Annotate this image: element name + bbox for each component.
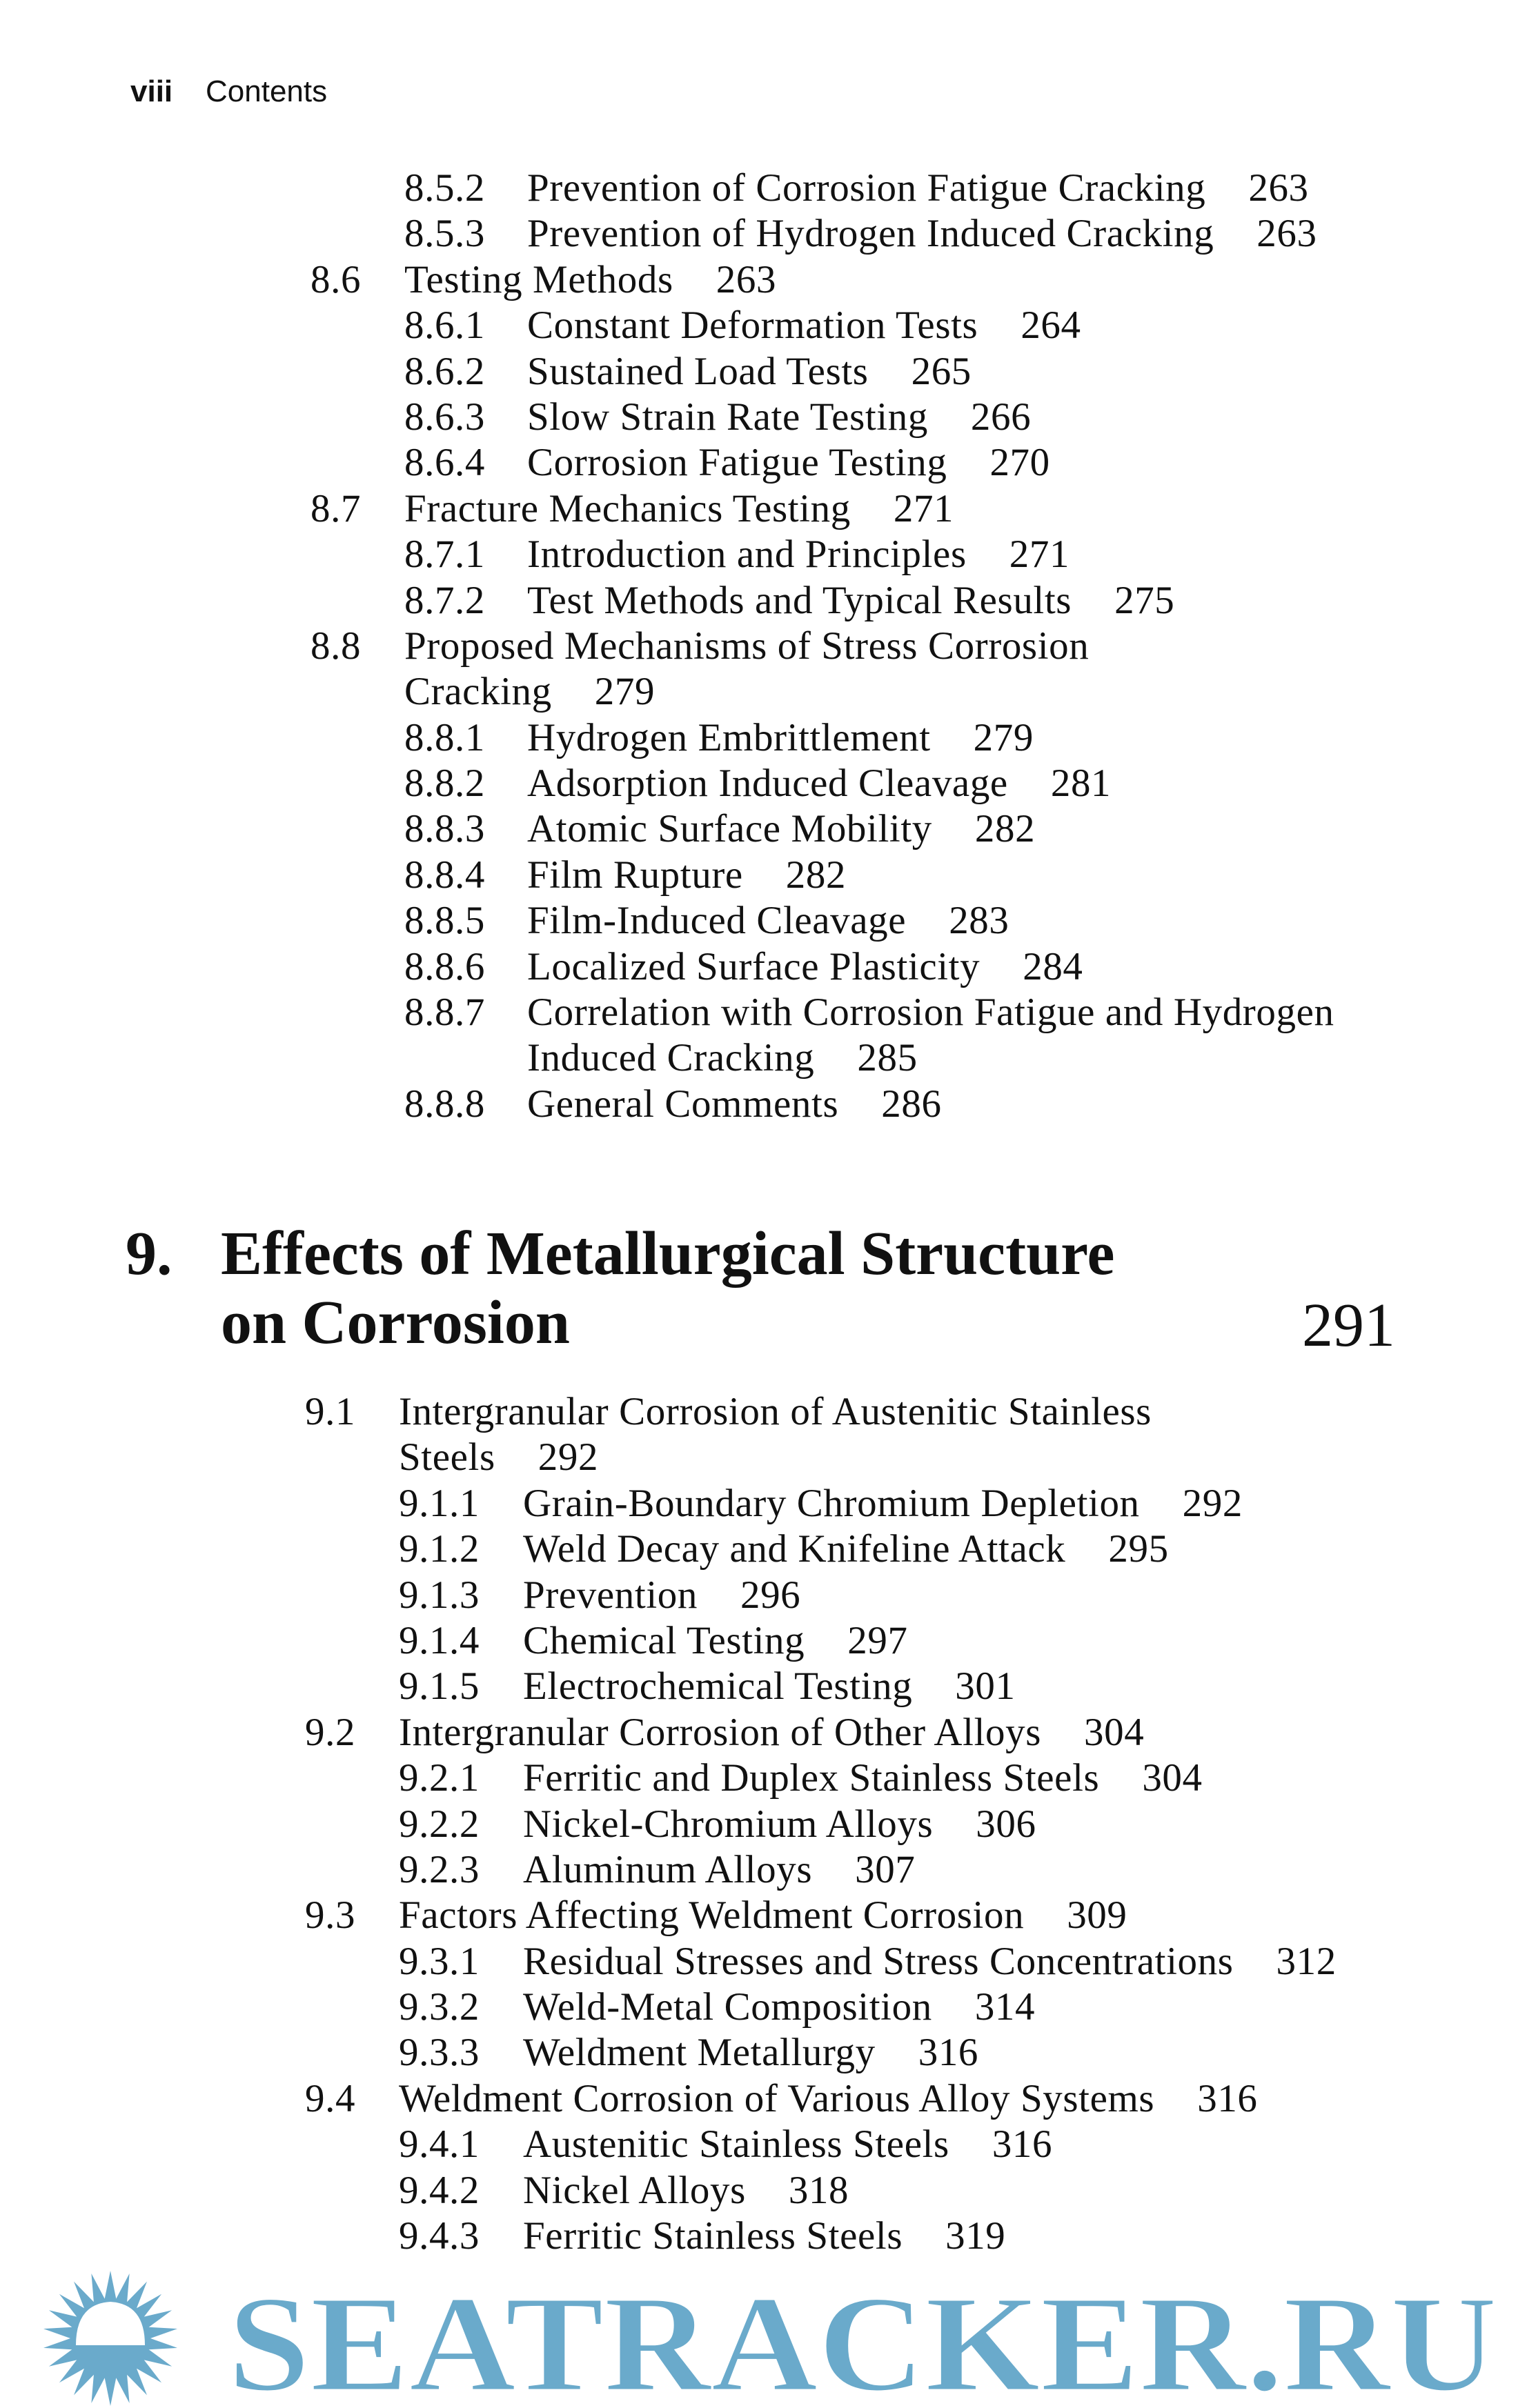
toc-entry-number: 8.6.3 <box>404 395 485 439</box>
toc-entry-title: Electrochemical Testing <box>523 1664 913 1709</box>
toc-entry-number: 9.1 <box>305 1390 356 1433</box>
toc-entry-title: Proposed Mechanisms of Stress Corrosion <box>404 624 1090 668</box>
toc-entry-number: 8.8.1 <box>404 715 485 759</box>
toc-entry-number: 8.5.2 <box>404 166 485 210</box>
toc-entry-page: 284 <box>1023 944 1083 988</box>
toc-entry-number: 9.3.3 <box>399 2031 480 2075</box>
toc-entry-page: 263 <box>1256 212 1317 256</box>
toc-entry-number: 8.5.3 <box>404 212 485 256</box>
toc-entry-page: 263 <box>716 257 777 301</box>
toc-entry <box>0 1802 1518 1847</box>
toc-entry-number: 9.3.1 <box>399 1939 480 1983</box>
toc-entry-number: 9.4.1 <box>399 2122 480 2167</box>
toc-entry-number: 8.8.3 <box>404 807 485 851</box>
chapter-title-line-2: on Corrosion <box>221 1288 570 1357</box>
toc-entry-page: 271 <box>893 486 954 530</box>
toc-entry-title: Weld Decay and Knifeline Attack <box>523 1527 1066 1571</box>
toc-entry <box>0 715 1518 761</box>
running-header-title: Contents <box>206 74 328 108</box>
toc-entry <box>0 853 1518 898</box>
toc-entry-number: 8.8.5 <box>404 899 485 943</box>
toc-entry-page: 295 <box>1108 1527 1169 1571</box>
toc-entry-title: Hydrogen Embrittlement <box>527 715 931 759</box>
chapter-title-line-1: Effects of Metallurgical Structure <box>221 1220 1115 1288</box>
toc-entry-page: 285 <box>857 1036 918 1080</box>
toc-entry-number: 8.6 <box>310 257 362 301</box>
toc-entry <box>0 395 1518 440</box>
toc-entry-page: 263 <box>1248 166 1309 210</box>
toc-entry-page: 316 <box>918 2031 979 2075</box>
toc-entry-page: 281 <box>1050 762 1112 806</box>
toc-entry-page: 297 <box>847 1618 908 1662</box>
toc-entry <box>0 303 1518 348</box>
toc-entry-number: 9.4.2 <box>399 2168 480 2212</box>
toc-entry <box>0 211 1518 257</box>
toc-entry-title: Prevention <box>523 1573 698 1617</box>
toc-entry-number: 9.2.1 <box>399 1756 480 1800</box>
toc-entry-continuation <box>0 669 1518 715</box>
toc-entry-title: Film Rupture <box>527 853 743 897</box>
toc-entry-title: Cracking <box>404 670 552 714</box>
toc-entry-page: 304 <box>1142 1756 1203 1800</box>
toc-entry-title: Test Methods and Typical Results <box>527 578 1072 622</box>
toc-chapter-9-entries <box>0 1389 1518 2259</box>
toc-entry-page: 296 <box>740 1573 801 1617</box>
toc-entry-number: 9.1.1 <box>399 1481 480 1525</box>
toc-entry <box>0 532 1518 577</box>
toc-entry-title: Adsorption Induced Cleavage <box>527 762 1008 806</box>
toc-entry <box>0 2076 1518 2122</box>
toc-entry-title: Residual Stresses and Stress Concentrations <box>523 1939 1234 1983</box>
toc-entry-page: 282 <box>974 807 1036 851</box>
toc-entry-number: 9.2 <box>305 1710 356 1754</box>
toc-entry-title: Film-Induced Cleavage <box>527 899 907 943</box>
toc-entry-continuation <box>0 1435 1518 1480</box>
toc-entry <box>0 2213 1518 2259</box>
chapter-page: 291 <box>1302 1291 1395 1360</box>
toc-entry-title: Corrosion Fatigue Testing <box>527 441 947 485</box>
toc-entry <box>0 761 1518 806</box>
toc-entry-page: 279 <box>973 715 1034 759</box>
toc-entry-title: Austenitic Stainless Steels <box>523 2122 949 2167</box>
toc-entry-number: 9.4 <box>305 2076 356 2120</box>
toc-entry-number: 9.4.3 <box>399 2214 480 2258</box>
toc-entry-page: 318 <box>788 2168 849 2212</box>
toc-entry-number: 8.6.4 <box>404 441 485 485</box>
toc-entry-page: 307 <box>855 1847 916 1891</box>
toc-entry-title: Constant Deformation Tests <box>527 304 978 348</box>
toc-entry-number: 8.6.1 <box>404 304 485 348</box>
toc-entry <box>0 2030 1518 2076</box>
toc-entry-page: 292 <box>1182 1481 1243 1525</box>
watermark-logo <box>0 2269 1518 2408</box>
toc-entry <box>0 1526 1518 1572</box>
toc-entry-title: General Comments <box>527 1082 839 1126</box>
toc-entry-title: Correlation with Corrosion Fatigue and Hydrogen <box>527 991 1334 1035</box>
toc-entry-number: 8.7 <box>310 486 362 530</box>
chapter-number: 9. <box>126 1220 172 1288</box>
toc-entry-number: 9.3.2 <box>399 1985 480 2029</box>
toc-entry-number: 9.1.5 <box>399 1664 480 1709</box>
toc-entry-number: 8.8.8 <box>404 1082 485 1126</box>
toc-entry <box>0 1847 1518 1893</box>
toc-entry-page: 314 <box>974 1985 1036 2029</box>
watermark-text: SEATRACKER.RU <box>228 2269 1497 2408</box>
toc-entry-title: Ferritic Stainless Steels <box>523 2214 903 2258</box>
toc-entry-page: 271 <box>1009 533 1070 577</box>
sun-burst-icon <box>43 2271 177 2406</box>
toc-entry <box>0 349 1518 395</box>
toc-entry-title: Prevention of Corrosion Fatigue Cracking <box>527 166 1206 210</box>
toc-entry <box>0 806 1518 852</box>
toc-entry <box>0 1664 1518 1709</box>
toc-entry <box>0 624 1518 669</box>
toc-entry <box>0 1481 1518 1526</box>
toc-entry <box>0 1710 1518 1755</box>
toc-entry-number: 9.1.3 <box>399 1573 480 1617</box>
toc-entry-number: 9.3 <box>305 1893 356 1938</box>
toc-entry-number: 8.7.2 <box>404 578 485 622</box>
toc-entry-number: 8.6.2 <box>404 349 485 393</box>
toc-entry-number: 8.8.2 <box>404 762 485 806</box>
toc-chapter-8-entries <box>0 166 1518 1127</box>
toc-entry-page: 312 <box>1276 1939 1337 1983</box>
toc-entry-page: 316 <box>992 2122 1053 2167</box>
toc-entry-number: 8.7.1 <box>404 533 485 577</box>
toc-entry-page: 304 <box>1084 1710 1145 1754</box>
toc-entry <box>0 1755 1518 1801</box>
toc-entry-title: Factors Affecting Weldment Corrosion <box>399 1893 1025 1938</box>
toc-entry-number: 8.8 <box>310 624 362 668</box>
toc-entry <box>0 1939 1518 1984</box>
toc-entry <box>0 257 1518 303</box>
toc-entry-continuation <box>0 1035 1518 1081</box>
toc-entry-title: Grain-Boundary Chromium Depletion <box>523 1481 1140 1525</box>
toc-entry-title: Nickel Alloys <box>523 2168 746 2212</box>
toc-entry-title: Weldment Metallurgy <box>523 2031 876 2075</box>
toc-entry-page: 270 <box>989 441 1050 485</box>
toc-entry <box>0 1893 1518 1938</box>
toc-entry-page: 283 <box>949 899 1009 943</box>
page-number: viii <box>130 74 173 108</box>
toc-entry-page: 265 <box>911 349 972 393</box>
toc-entry <box>0 898 1518 944</box>
toc-entry <box>0 2122 1518 2167</box>
toc-entry <box>0 578 1518 624</box>
toc-entry-title: Ferritic and Duplex Stainless Steels <box>523 1756 1100 1800</box>
toc-entry <box>0 440 1518 486</box>
toc-entry <box>0 1984 1518 2030</box>
toc-entry <box>0 166 1518 211</box>
toc-entry <box>0 1389 1518 1435</box>
toc-entry <box>0 1618 1518 1664</box>
toc-entry <box>0 944 1518 990</box>
toc-entry-title: Localized Surface Plasticity <box>527 944 980 988</box>
toc-entry-number: 9.1.2 <box>399 1527 480 1571</box>
toc-entry <box>0 486 1518 532</box>
toc-entry <box>0 1082 1518 1127</box>
toc-entry-title: Sustained Load Tests <box>527 349 869 393</box>
toc-entry-title: Intergranular Corrosion of Other Alloys <box>399 1710 1042 1754</box>
toc-entry-page: 275 <box>1114 578 1175 622</box>
toc-entry-title: Introduction and Principles <box>527 533 967 577</box>
toc-entry-title: Fracture Mechanics Testing <box>404 486 851 530</box>
toc-entry-number: 8.8.4 <box>404 853 485 897</box>
toc-entry-page: 264 <box>1021 304 1081 348</box>
toc-entry-page: 301 <box>955 1664 1016 1709</box>
toc-entry-page: 309 <box>1067 1893 1127 1938</box>
toc-entry-title: Testing Methods <box>404 257 673 301</box>
toc-entry-page: 282 <box>785 853 847 897</box>
toc-entry-page: 306 <box>976 1802 1036 1846</box>
toc-entry-page: 279 <box>594 670 656 714</box>
toc-entry <box>0 2168 1518 2213</box>
toc-entry-title: Steels <box>399 1435 495 1480</box>
toc-entry-page: 292 <box>538 1435 599 1480</box>
toc-entry-page: 286 <box>881 1082 942 1126</box>
toc-entry-page: 316 <box>1197 2076 1258 2120</box>
toc-entry-title: Prevention of Hydrogen Induced Cracking <box>527 212 1214 256</box>
toc-entry-page: 266 <box>970 395 1032 439</box>
toc-entry-number: 9.2.3 <box>399 1847 480 1891</box>
toc-entry-number: 9.1.4 <box>399 1618 480 1662</box>
toc-entry <box>0 990 1518 1035</box>
toc-entry-title: Nickel-Chromium Alloys <box>523 1802 934 1846</box>
toc-entry-title: Induced Cracking <box>527 1036 815 1080</box>
toc-entry <box>0 1573 1518 1618</box>
toc-entry-title: Intergranular Corrosion of Austenitic Stainless <box>399 1390 1152 1433</box>
toc-entry-title: Atomic Surface Mobility <box>527 807 932 851</box>
toc-entry-title: Slow Strain Rate Testing <box>527 395 928 439</box>
toc-entry-title: Weld-Metal Composition <box>523 1985 932 2029</box>
toc-entry-title: Chemical Testing <box>523 1618 805 1662</box>
toc-entry-title: Aluminum Alloys <box>523 1847 813 1891</box>
toc-entry-number: 9.2.2 <box>399 1802 480 1846</box>
toc-entry-number: 8.8.7 <box>404 991 485 1035</box>
toc-entry-title: Weldment Corrosion of Various Alloy Systems <box>399 2076 1155 2120</box>
toc-entry-number: 8.8.6 <box>404 944 485 988</box>
toc-entry-page: 319 <box>945 2214 1006 2258</box>
